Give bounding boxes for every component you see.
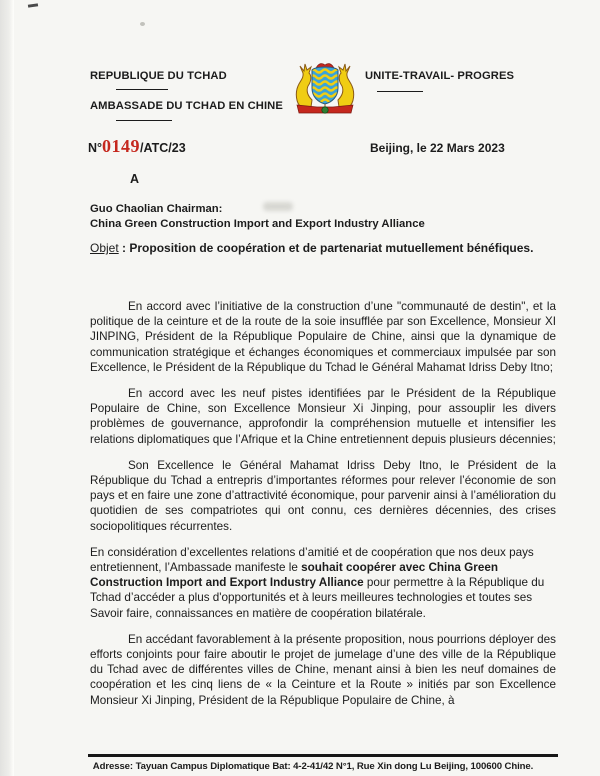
scan-edge-shadow xyxy=(0,0,14,776)
divider-rule xyxy=(116,89,168,90)
recipient-organization: China Green Construction Import and Export Industry Alliance xyxy=(90,218,425,230)
republic-title: REPUBLIQUE DU TCHAD xyxy=(90,70,227,82)
emblem-goat-supporter xyxy=(296,64,312,107)
divider-rule xyxy=(116,120,172,121)
embassy-title: AMBASSADE DU TCHAD EN CHINE xyxy=(90,100,283,112)
body-paragraph xyxy=(90,545,556,621)
body-paragraph xyxy=(90,386,556,447)
body-segment: Son Excellence le Général Mahamat Idriss Deby Itno, le Président de la République du Tchad a entrepris d’importantes réformes pour relever l’économie de son pays et en faire une zone d’attractivité économique, pour parvenir ainsi à l’amélioration du quotidien de ses compatriotes qui ont connu, ces dernières décennies, des crises sociopolitiques récurrentes. xyxy=(90,458,556,533)
footer-rule xyxy=(88,754,558,757)
body-segment-bold: souhait coopérer avec China Green Construction Import and Export Industry Alliance xyxy=(90,561,498,590)
body-paragraph xyxy=(90,299,556,375)
body-segment: En accord avec les neuf pistes identifiées par le Président de la République Populaire de Chine, son Excellence Monsieur Xi Jinping, pour assouplir les divers problèmes de gouvernance, approfondir la compréhension mutuelle et intensifier les relations diplomatiques que l’Afrique et la Chine entretiennent depuis plusieurs décennies; xyxy=(90,387,556,446)
body-paragraph xyxy=(90,458,556,534)
body-segment: En accédant favorablement à la présente proposition, nous pourrions déployer des efforts conjoints pour faire aboutir le projet de jumelage d’une des ville de la République du Tchad avec de différentes villes de Chine, menant ainsi à bien les neuf domaines de coopération et les cinq liens de « la Ceinture et la Route » initiés par son Excellence Monsieur Xi Jinping, Président de la République Populaire de Chine, à xyxy=(90,632,556,707)
scan-artifact-speck xyxy=(140,22,145,26)
footer-address: Adresse: Tayuan Campus Diplomatique Bat: 4-2-41/42 N°1, Rue Xin dong Lu Beijing, 100600 Chine. xyxy=(92,761,534,772)
divider-rule xyxy=(377,91,423,92)
national-motto: UNITE-TRAVAIL- PROGRES xyxy=(365,70,515,82)
letterhead-left-block xyxy=(90,64,285,121)
emblem-lion-supporter xyxy=(338,64,354,107)
letterhead-right-block xyxy=(365,64,558,92)
body-paragraph xyxy=(90,632,556,708)
reference-serial: 0149 xyxy=(102,136,141,156)
addressee-block xyxy=(90,202,425,232)
emblem-medal xyxy=(322,107,328,113)
recipient-name: Guo Chaolian Chairman: xyxy=(90,203,223,215)
chad-coat-of-arms-icon xyxy=(285,60,365,118)
body-segment: En accord avec l’initiative de la construction d’une "communauté de destin", et la politique de la ceinture et de la route de la soie insufflée par son Excellence, Monsieur XI JINPING, Président de la République Populaire de Chine, ainsi que la dynamique de communication stratégique et échanges économiques et commerciaux impulsée par son Excellence, le Président de la République du Tchad le Général Mahamat Idriss Deby Itno; xyxy=(90,300,556,374)
body-segment: En considération d’excellentes relations d’amitié et de coopération que nos deux pays entretiennent, l’Ambassade manifeste le xyxy=(90,545,534,575)
place-date: Beijing, le 22 Mars 2023 xyxy=(370,141,505,155)
reference-number xyxy=(88,136,186,157)
letterhead xyxy=(90,64,558,121)
subject-label: Objet xyxy=(90,241,119,255)
subject-separator: : xyxy=(118,241,130,255)
scan-artifact-mark xyxy=(28,3,38,7)
body-segment: pour permettre à la République du Tchad d’accéder a plus d'opportunités et à leurs meilleures technologies et toutes ses Savoir faire, connaissances en matière de coopération bilatérale. xyxy=(90,576,545,620)
letter-body xyxy=(90,299,556,719)
reference-suffix: /ATC/23 xyxy=(140,141,186,155)
reference-row xyxy=(88,136,558,157)
salutation: A xyxy=(130,172,140,186)
reference-prefix: N° xyxy=(88,141,103,155)
subject-text: Proposition de coopération et de partenariat mutuellement bénéfiques. xyxy=(129,241,534,255)
subject-line xyxy=(90,240,536,258)
